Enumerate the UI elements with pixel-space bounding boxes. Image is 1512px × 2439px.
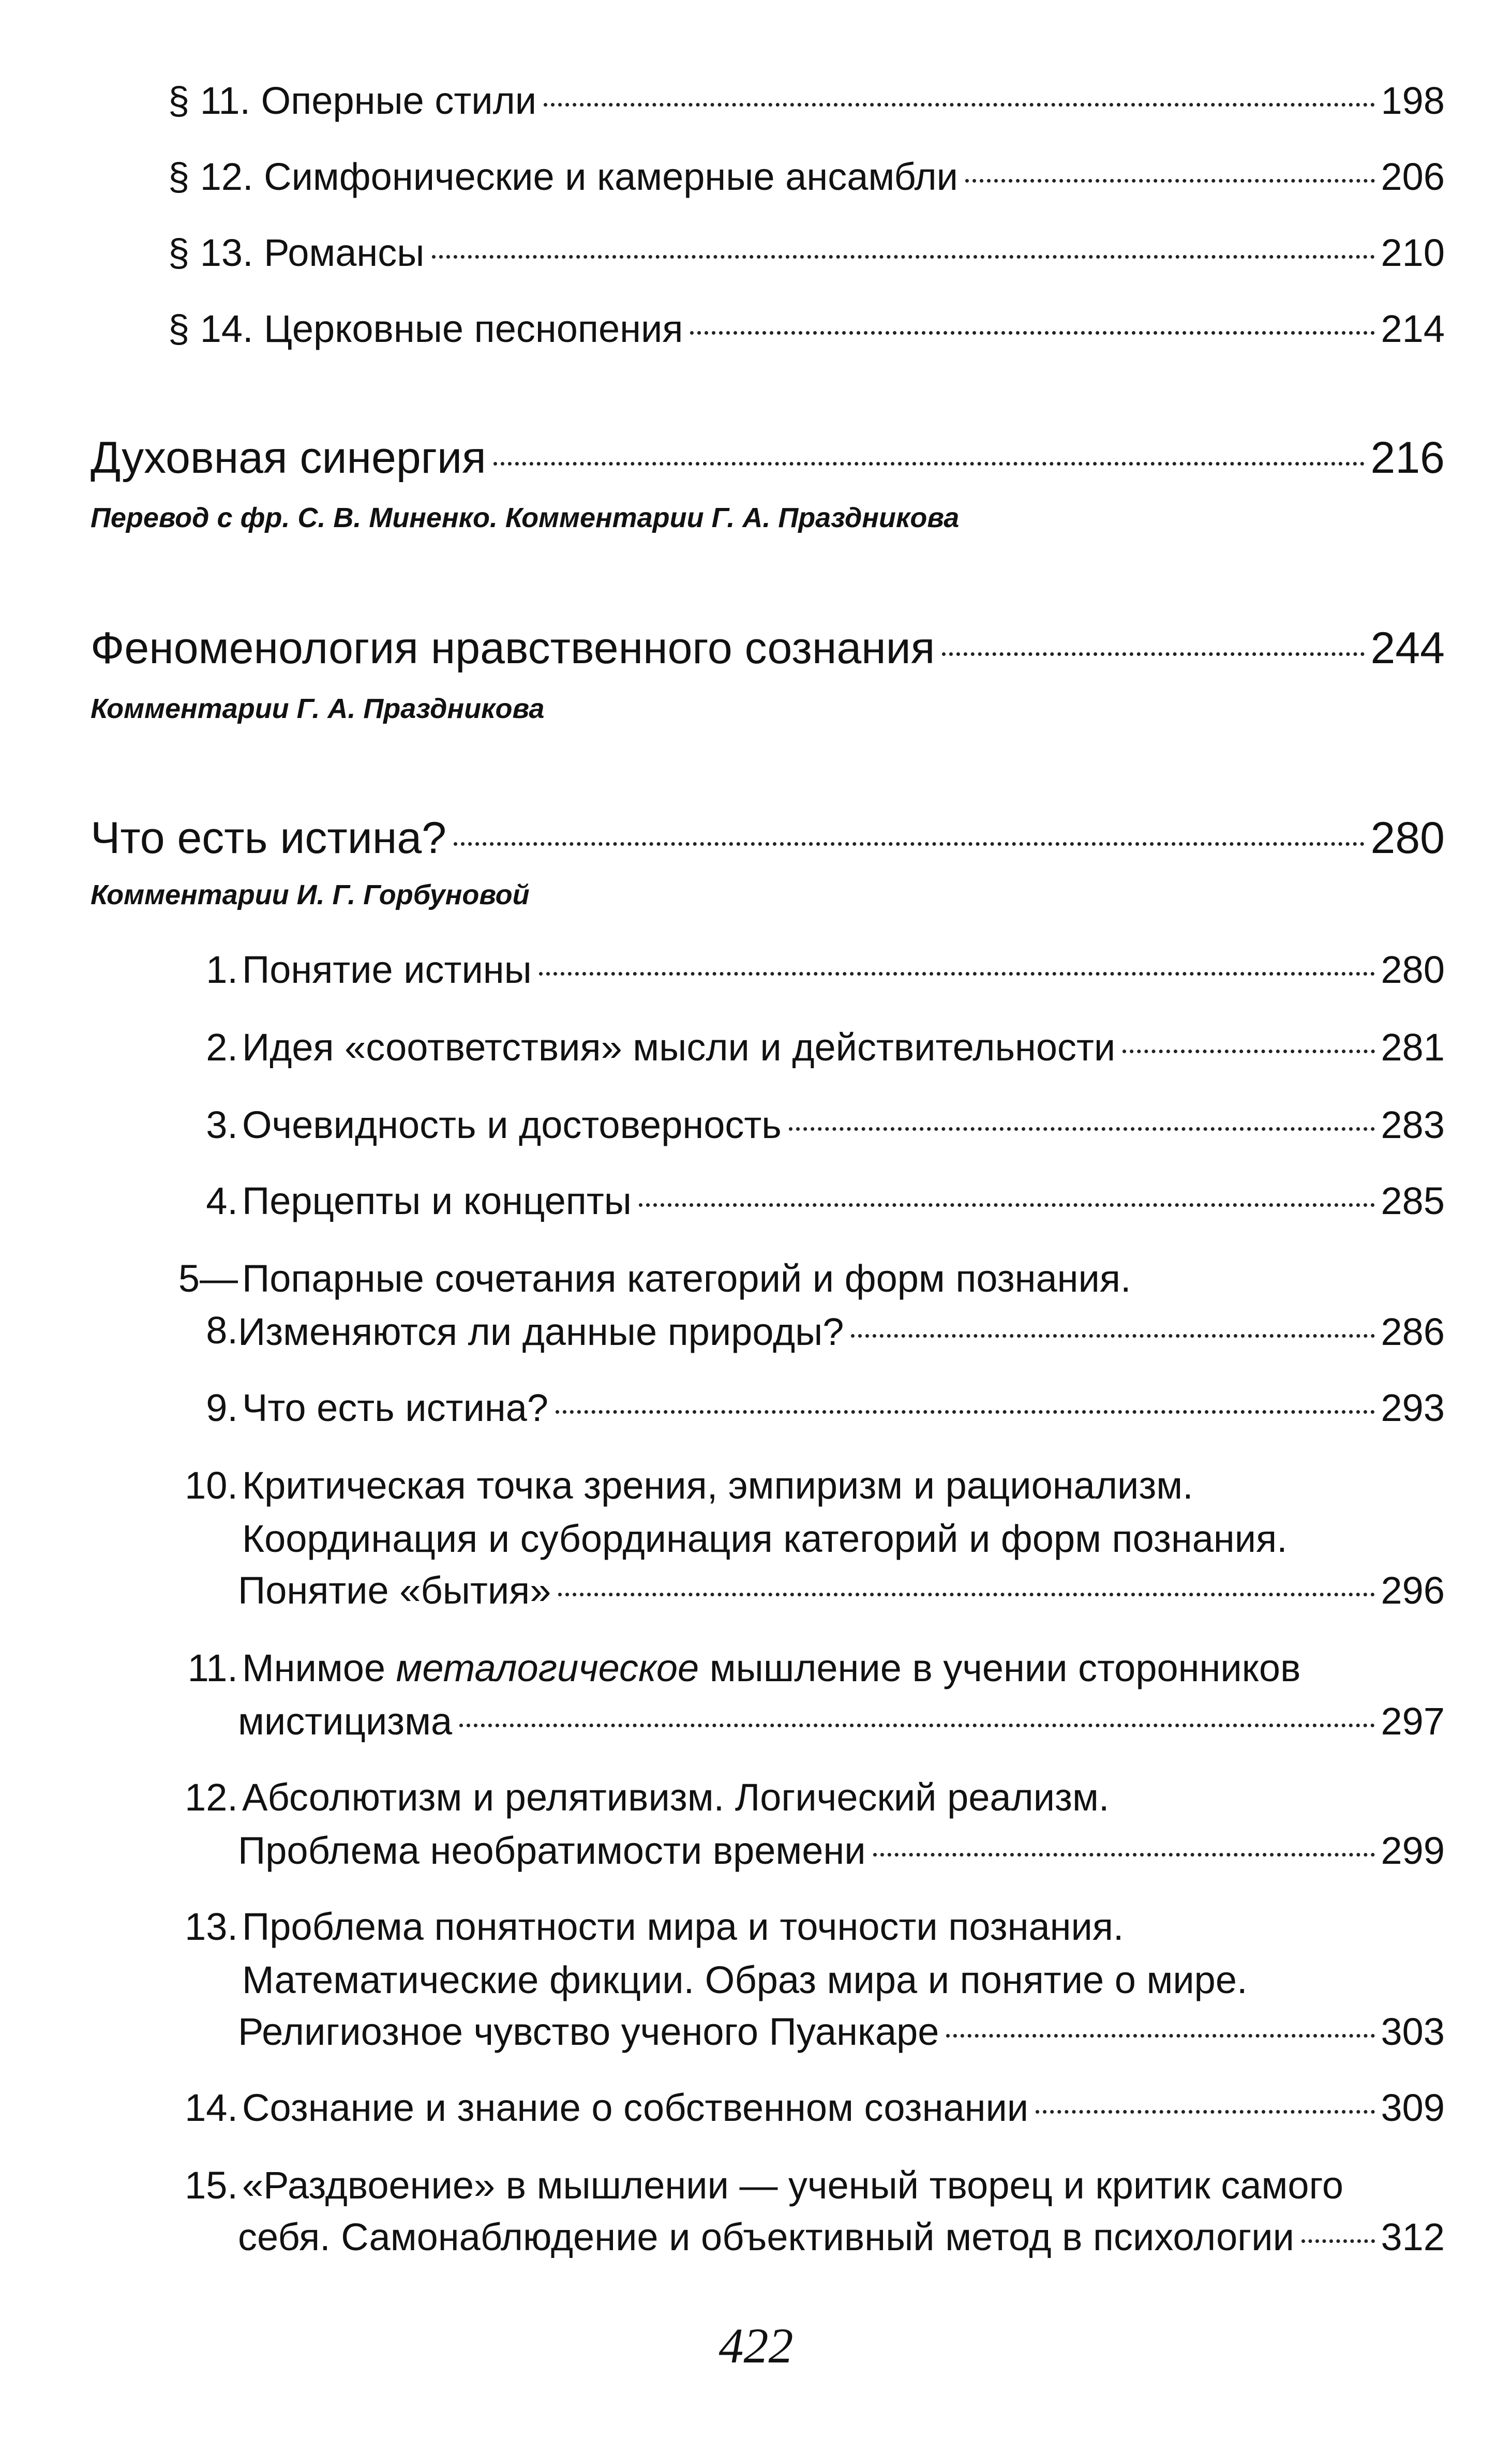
chapter-entry	[168, 1382, 1445, 1434]
work-title: Что есть истина?	[91, 813, 446, 863]
dot-leader	[1036, 2110, 1374, 2114]
chapter-number: 14.	[185, 2086, 238, 2129]
chapter-title: Очевидность и достоверность	[242, 1103, 782, 1146]
chapter-title: Перцепты и концепты	[242, 1179, 632, 1222]
chapter-title: Что есть истина?	[242, 1386, 548, 1429]
chapter-title-line: Критическая точка зрения, эмпиризм и рационализм.	[242, 1464, 1193, 1507]
dot-leader	[493, 462, 1365, 466]
chapter-number: 13.	[185, 1905, 238, 1948]
page-number: 216	[1370, 433, 1445, 483]
page-number: 280	[1370, 813, 1445, 863]
dot-leader	[946, 2034, 1374, 2038]
entry-title: § 13. Романсы	[168, 231, 425, 274]
chapter-title: Идея «соответствия» мысли и действительности	[242, 1026, 1116, 1069]
page-number: 296	[1381, 1569, 1445, 1612]
chapter-number: 5—8.	[178, 1257, 238, 1352]
dot-leader	[851, 1334, 1374, 1338]
toc-entry	[168, 75, 1445, 127]
entry-title: § 12. Симфонические и камерные ансамбли	[168, 155, 958, 198]
work-credit: Перевод с фр. С. В. Миненко. Комментарии Г. А. Праздникова	[91, 502, 960, 533]
page-number: 244	[1370, 623, 1445, 673]
dot-leader	[1122, 1050, 1374, 1053]
chapter-number: 12.	[185, 1776, 238, 1819]
page-number: 285	[1381, 1179, 1445, 1222]
chapter-title-line: себя. Самонаблюдение и объективный метод в психологии	[238, 2216, 1294, 2258]
page-number: 280	[1381, 948, 1445, 991]
dot-leader	[558, 1593, 1374, 1596]
dot-leader	[539, 972, 1375, 976]
toc-work-entry	[91, 432, 1445, 484]
chapter-title-line: Координация и субординация категорий и форм познания.	[242, 1517, 1288, 1560]
toc-work-entry	[91, 812, 1445, 864]
chapter-entry	[238, 2006, 1445, 2058]
chapter-title-line	[242, 1642, 1300, 1694]
chapter-entry	[168, 1022, 1445, 1073]
chapter-title: Понятие истины	[242, 948, 532, 991]
toc-work-entry	[91, 622, 1445, 674]
chapter-entry	[238, 1696, 1445, 1747]
chapter-number: 9.	[206, 1386, 238, 1429]
chapter-title-line: Понятие «бытия»	[238, 1569, 551, 1612]
page-number: 286	[1381, 1310, 1445, 1353]
chapter-entry	[238, 1565, 1445, 1617]
chapter-entry	[238, 1306, 1445, 1358]
page-number: 303	[1381, 2010, 1445, 2053]
dot-leader	[965, 179, 1375, 183]
chapter-entry	[238, 2211, 1445, 2263]
chapter-number: 11.	[187, 1647, 238, 1689]
dot-leader	[544, 103, 1374, 107]
chapter-title-line: Абсолютизм и релятивизм. Логический реализм.	[242, 1776, 1110, 1819]
toc-entry	[168, 303, 1445, 355]
toc-entry	[168, 151, 1445, 203]
entry-title: § 14. Церковные песнопения	[168, 307, 683, 350]
page-number: 283	[1381, 1103, 1445, 1146]
dot-leader	[942, 652, 1364, 656]
chapter-title-line: Религиозное чувство ученого Пуанкаре	[238, 2010, 939, 2053]
chapter-title: Сознание и знание о собственном сознании	[242, 2086, 1029, 2129]
page-number: 312	[1381, 2216, 1445, 2258]
dot-leader	[459, 1724, 1374, 1727]
chapter-title-line: Математические фикции. Образ мира и понятие о мире.	[242, 1958, 1248, 2001]
dot-leader	[1301, 2239, 1375, 2243]
page-number: 293	[1381, 1386, 1445, 1429]
chapter-title-line: мистицизма	[238, 1700, 453, 1743]
chapter-entry	[238, 1825, 1445, 1877]
work-credit: Комментарии Г. А. Праздникова	[91, 693, 545, 724]
chapter-number: 1.	[206, 948, 238, 991]
dot-leader	[789, 1127, 1375, 1131]
page-number: 281	[1381, 1026, 1445, 1069]
chapter-title-line: «Раздвоение» в мышлении — ученый творец и критик самого	[242, 2164, 1344, 2207]
dot-leader	[556, 1410, 1375, 1414]
page-number: 206	[1381, 155, 1445, 198]
work-title: Духовная синергия	[91, 433, 486, 483]
chapter-number: 10.	[185, 1464, 238, 1507]
chapter-title-line: Попарные сочетания категорий и форм познания.	[242, 1257, 1131, 1300]
work-title: Феноменология нравственного сознания	[91, 623, 935, 673]
chapter-number: 15.	[185, 2164, 238, 2207]
chapter-entry	[168, 944, 1445, 996]
folio-page-number: 422	[718, 2318, 794, 2373]
page-number: 309	[1381, 2086, 1445, 2129]
entry-title: § 11. Оперные стили	[168, 79, 537, 122]
chapter-entry	[168, 1175, 1445, 1227]
page-number: 297	[1381, 1700, 1445, 1743]
text-run: Мнимое	[242, 1647, 396, 1689]
dot-leader	[454, 842, 1365, 846]
toc-entry	[168, 227, 1445, 279]
text-run: мышление в учении сторонников	[699, 1647, 1301, 1689]
chapter-entry	[168, 2082, 1445, 2134]
dot-leader	[432, 255, 1375, 259]
chapter-number: 2.	[206, 1026, 238, 1069]
chapter-entry	[168, 1099, 1445, 1151]
italic-term: металогическое	[396, 1647, 699, 1689]
chapter-title-line: Изменяются ли данные природы?	[238, 1310, 844, 1353]
chapter-title-line: Проблема необратимости времени	[238, 1829, 866, 1872]
page-number: 299	[1381, 1829, 1445, 1872]
dot-leader	[873, 1853, 1375, 1857]
chapter-title-line: Проблема понятности мира и точности познания.	[242, 1905, 1124, 1948]
dot-leader	[639, 1203, 1375, 1207]
page-number: 214	[1381, 307, 1445, 350]
chapter-number: 4.	[206, 1179, 238, 1222]
work-credit: Комментарии И. Г. Горбуновой	[91, 879, 530, 910]
page-number: 198	[1381, 79, 1445, 122]
page-number: 210	[1381, 231, 1445, 274]
chapter-number: 3.	[206, 1103, 238, 1146]
dot-leader	[690, 331, 1374, 335]
